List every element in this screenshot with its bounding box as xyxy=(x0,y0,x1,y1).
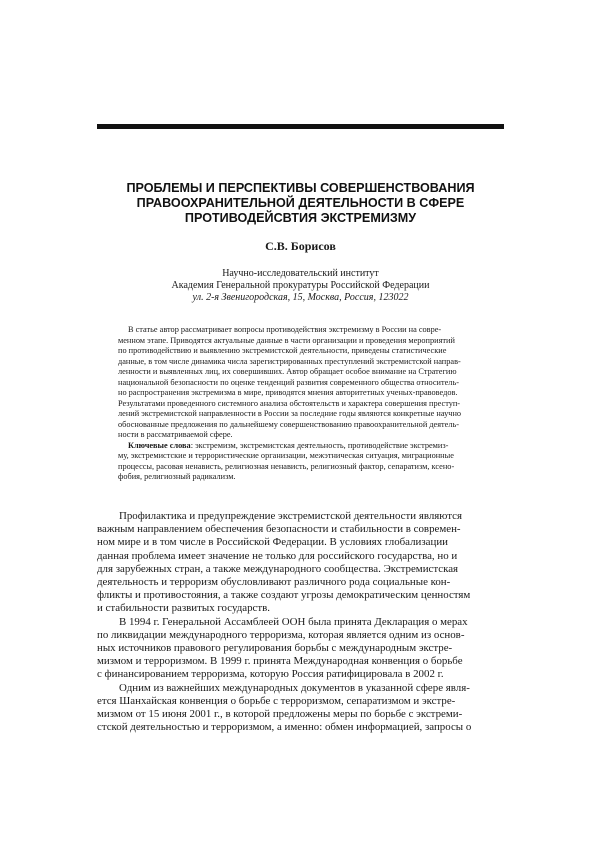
title-line: ПРОТИВОДЕЙСВТИЯ ЭКСТРЕМИЗМУ xyxy=(184,211,417,225)
body-line: В 1994 г. Генеральной Ассамблеей ООН была принята Декларация о мерах xyxy=(119,615,468,628)
keywords-line: му, экстремистские и террористические организации, межэтническая ситуация, миграционные xyxy=(118,451,454,460)
abstract-line: ности в рассматриваемой сфере. xyxy=(118,430,233,439)
keywords-label: Ключевые слова xyxy=(128,440,191,450)
keywords-line: фобия, религиозный радикализм. xyxy=(118,472,236,481)
body-line: с финансированием терроризма, которую Россия ратифицировала в 2002 г. xyxy=(97,668,444,681)
abstract-line: национальной безопасности по оценке тенденций развития современного общества относитель- xyxy=(118,377,459,387)
header-rule xyxy=(97,124,504,129)
body-line: Профилактика и предупреждение экстремистской деятельности являются xyxy=(119,510,463,522)
keywords-text: : экстремизм, экстремистская деятельность, противодействие экстремиз- xyxy=(190,440,449,450)
body-line: ется Шанхайская конвенция о борьбе с терроризмом, сепаратизмом и экстре- xyxy=(97,694,456,707)
abstract-line: менном этапе. Приводятся актуальные данные в части организации и проведения мероприятий xyxy=(118,335,455,345)
body-line: для зарубежных стран, а также международного сообщества. Экстремистская xyxy=(97,562,459,575)
body-line: стской деятельностью и терроризмом, а именно: обмен информацией, запросы о xyxy=(97,721,472,734)
article-body xyxy=(97,510,504,734)
affiliation-academy: Академия Генеральной прокуратуры Российской Федерации xyxy=(171,280,430,291)
body-line: деятельность и терроризм обусловливают различного рода социальные кон- xyxy=(97,576,451,589)
author-name: С.В. Борисов xyxy=(265,239,336,253)
abstract xyxy=(118,325,504,483)
body-line: важным направлением обеспечения безопасности и стабильности в современ- xyxy=(97,523,461,536)
body-line: Одним из важнейших международных документов в указанной сфере явля- xyxy=(119,681,470,694)
abstract-line: ленности и выявленных лиц, их совершивших. Автор обращает особое внимание на Стратегию xyxy=(118,367,457,376)
abstract-line: по противодействию и выявлению экстремистской деятельности, приведены статистические xyxy=(118,346,447,355)
affiliation xyxy=(97,268,504,304)
abstract-line: Результатами проведенного системного анализа обстоятельств и характера совершения преступ- xyxy=(118,398,461,408)
body-line: фликты и противостояния, а также создают угрозы демократическим ценностям xyxy=(97,589,471,602)
affiliation-institute: Научно-исследовательский институт xyxy=(222,268,379,279)
body-line: мизмом от 15 июня 2001 г., в которой предложены меры по борьбе с экстреми- xyxy=(97,708,463,721)
affiliation-address: ул. 2-я Звенигородская, 15, Москва, Россия, 123022 xyxy=(192,292,409,303)
article-title xyxy=(97,181,504,226)
body-line: и стабильности развитых государств. xyxy=(97,602,271,615)
abstract-line: обоснованные предложения по дальнейшему совершенствованию правоохранительной деятель- xyxy=(118,419,460,429)
keywords-line: процессы, расовая ненависть, религиозная ненависть, религиозный фактор, сепаратизм, ксено- xyxy=(118,461,455,471)
body-line: ных источников правового регулирования борьбы с международным экстре- xyxy=(97,642,453,655)
body-line: данная проблема имеет значение не только для российского государства, но и xyxy=(97,549,458,562)
abstract-line: данные, в том числе динамика числа зарегистрированных преступлений экстремистской направ- xyxy=(118,356,461,366)
abstract-line: В статье автор рассматривает вопросы противодействия экстремизму в России на совре- xyxy=(128,325,442,334)
title-line: ПРОБЛЕМЫ И ПЕРСПЕКТИВЫ СОВЕРШЕНСТВОВАНИЯ xyxy=(126,181,475,195)
abstract-line: лений экстремистской направленности в России за последние годы являются конкретные научно xyxy=(118,409,462,418)
abstract-line: но распространения экстремизма в мире, приводятся мнения авторитетных ученых-правоведов. xyxy=(118,388,458,397)
body-line: мизмом и терроризмом. В 1999 г. принята Международная конвенция о борьбе xyxy=(97,655,463,668)
title-line: ПРАВООХРАНИТЕЛЬНОЙ ДЕЯТЕЛЬНОСТИ В СФЕРЕ xyxy=(136,196,465,210)
body-line: по ликвидации международного терроризма, которая является одним из основ- xyxy=(97,628,465,641)
keywords-line xyxy=(118,441,504,452)
body-line: ном мире и в том числе в Российской Федерации. В условиях глобализации xyxy=(97,536,448,549)
